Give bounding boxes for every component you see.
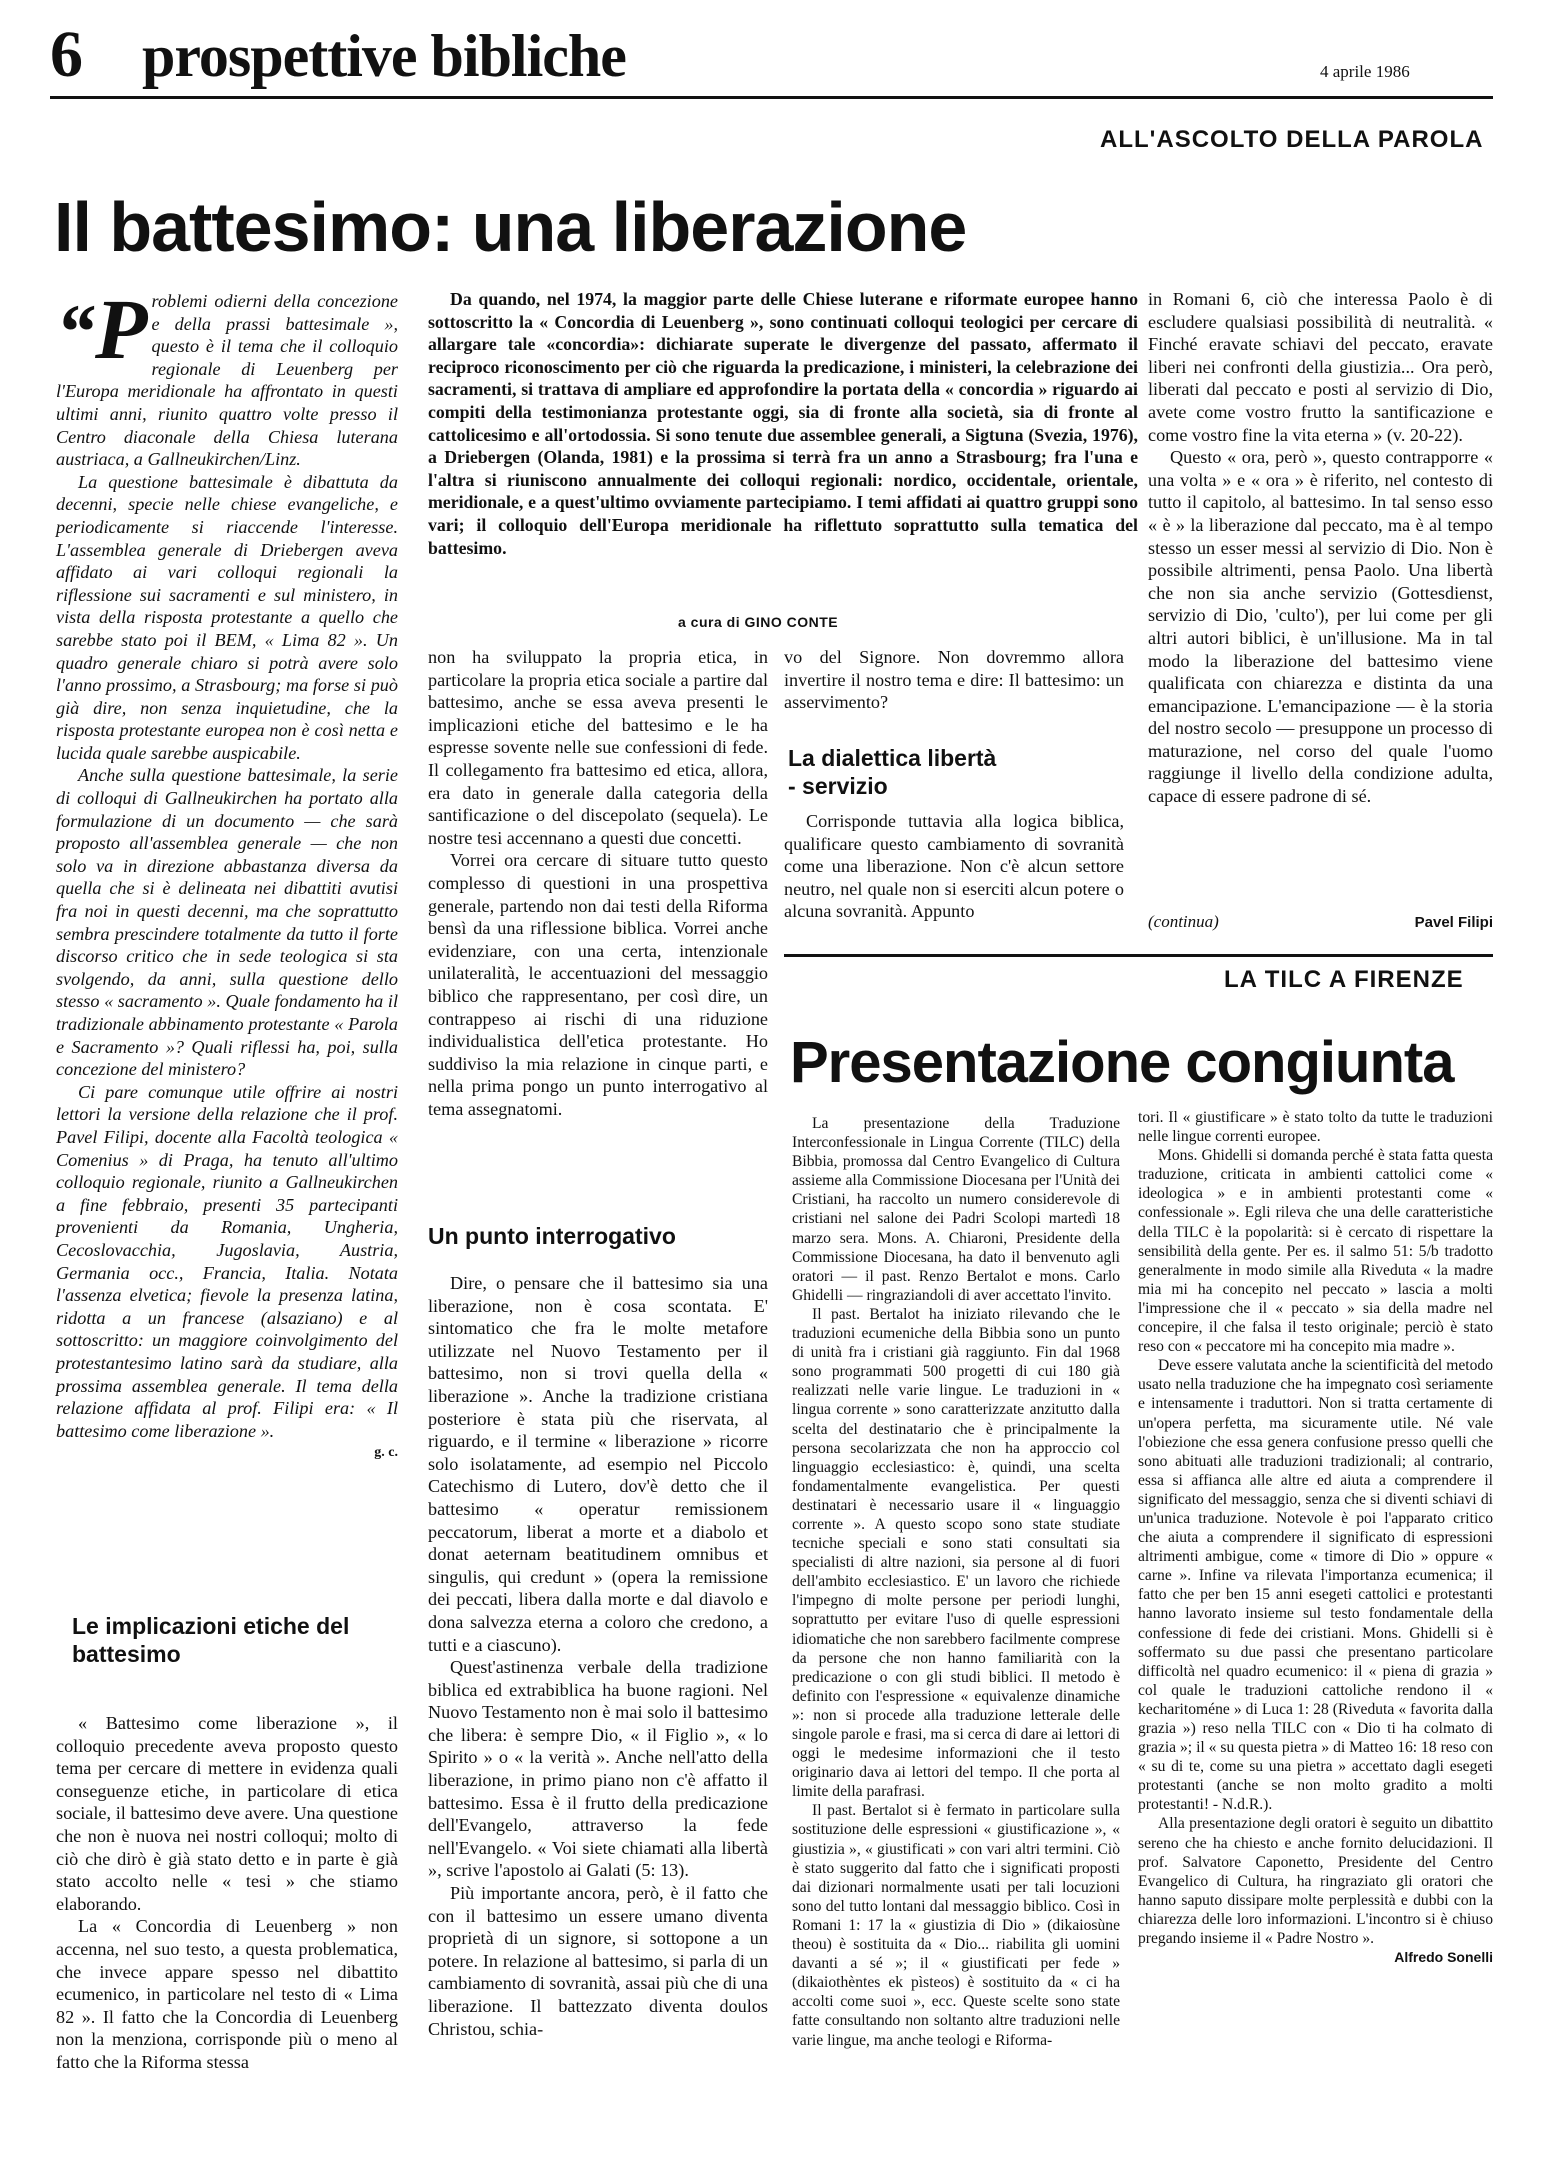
body-paragraph: « Battesimo come liberazione », il colloquio precedente aveva proposto questo tema per cercare di mettere in evidenza quali conseguenze etiche, in particolare di etica sociale, il battesimo deve avere. Una questione che non è nuova nei nostri colloqui; molto di ciò che dirò è già stato detto e in parte è già stato accolto nelle « tesi » che stiamo elaborando. [56, 1713, 398, 1914]
body-paragraph: Vorrei ora cercare di situare tutto questo complesso di questioni in una prospettiva generale, partendo non dai testi della Riforma bensì da una riflessione biblica. Vorrei anche evidenziare, con una certa, intenzionale unilateralità, le accentuazioni del messaggio biblico che rappresentano, per così dire, un contrappeso ai rischi di una riduzione individualistica dell'etica protestante. Ho suddiviso la mia relazione in cinque parti, e nella prima pongo un punto interrogativo al tema assegnatomi. [428, 850, 768, 1119]
article-end-line [1148, 912, 1493, 936]
article-kicker: ALL'ASCOLTO DELLA PAROLA [1100, 126, 1484, 153]
article2-column-2 [1138, 1108, 1493, 1967]
section-dialettica-body [784, 810, 1124, 923]
article-headline: Il battesimo: una liberazione [54, 188, 967, 266]
body-paragraph: Questo « ora, però », questo contrapporre « una volta » e « ora » è riferito, nel contesto di tutto il capitolo, al battesimo. In tal senso esso « è » la liberazione dal peccato, ma è al tempo stesso un esser messi al servizio di Dio. Non è possibile altrimenti, pensa Paolo. Una libertà che non sia anche servizio (Gottesdienst, servizio di Dio, 'culto'), per lui come per gli altri autori biblici, è un'illusione. Ma in tal modo la liberazione del battesimo viene qualificata con chiarezza e distinta da una emancipazione. L'emancipazione — è la storia del nostro secolo — presuppone un processo di maturazione, nel corso del quale l'uomo raggiunge il livello della condizione adulta, capace di essere padrone di sé. [1148, 447, 1493, 807]
section-title-punto-interrogativo: Un punto interrogativo [428, 1223, 676, 1249]
body-paragraph: Mons. Ghidelli si domanda perché è stata fatta questa traduzione, criticata in ambienti cattolici come « ideologica » e in ambienti protestanti come « confessionale ». Egli rileva che una delle caratteristiche della TILC è la popolarità: si è cercato di rispettare la sensibilità della gente. Per es. il salmo 51: 5/b tradotto generalmente in modo simile alla Riveduta « la madre mia mi ha concepito nel peccato » lascia a molti l'impressione che il « peccato » sia della madre nel concepire, il che falsa il testo originale; perciò è stato reso con « peccatore mi ha concepito mia madre ». [1138, 1147, 1493, 1356]
body-paragraph: La « Concordia di Leuenberg » non accenna, nel suo testo, a questa problematica, che invece appare spesso nel dibattito ecumenico, in particolare nel testo di « Lima 82 ». Il fatto che la Concordia di Leuenberg non la menziona, corrisponde più o meno al fatto che la Riforma stessa [56, 1916, 398, 2072]
intro-signature: g. c. [374, 1445, 398, 1461]
body-paragraph: Più importante ancora, però, è il fatto che con il battesimo un essere umano diventa proprietà di un signore, si sottopone a un potere. In relazione al battesimo, si parla di un cambiamento di sovranità, assai più che di una liberazione. Il battezzato diventa doulos Christou, schia- [428, 1883, 768, 2039]
article-separator [784, 954, 1493, 957]
body-paragraph: Il past. Bertalot si è fermato in particolare sulla sostituzione delle espressioni « giustificazione », « giustizia », « giustificati » con vari altri termini. Ciò è stato suggerito dal fatto che i significati proposti dai dizionari normalmente usati per tali locuzioni sono del tutto lontani dal messaggio biblico. Così in Romani 1: 17 la « giustizia di Dio » (dikaiosùne theou) è sostituita da « Dio... riabilita gli uomini davanti a sé »; il « giustificati per fede » (dikaiothèntes ek pìsteos) è sostituito da « ci ha accolti come suoi », ecc. Queste scelte sono state fatte consultando non soltanto altre traduzioni nelle varie lingue, ma anche teologi e Riforma- [792, 1802, 1120, 2049]
body-paragraph: non ha sviluppato la propria etica, in particolare la propria etica sociale a partire dal battesimo, anche se essa aveva presenti le implicazioni etiche del battesimo e le ha espresse sovente nelle sue confessioni di fede. Il collegamento fra battesimo ed etica, allora, era dato in generale dalla categoria della santificazione o del discepolato (sequela). Le nostre tesi accennano a questi due concetti. [428, 647, 768, 848]
continua-label: (continua) [1148, 912, 1219, 931]
lead-paragraph: Da quando, nel 1974, la maggior parte delle Chiese luterane e riformate europee hanno sottoscritto la « Concordia di Leuenberg », sono continuati colloqui teologici per cercare di allargare tale «concordia»: dichiarate superate le divergenze del passato, affermato il reciproco riconoscimento per ciò che riguarda la predicazione, i ministeri, la celebrazione dei sacramenti, si trattava di ampliare ed approfondire la portata della « concordia » riguardo ai compiti della testimonianza protestante oggi, sia di fronte alla società, sia di fronte al cattolicesimo e all'ortodossia. Si sono tenute due assemblee generali, a Sigtuna (Svezia, 1976), a Driebergen (Olanda, 1981) e la prossima si terrà fra un anno a Strasbourg; fra l'una e l'altra si riuniscono annualmente dei colloqui regionali: nordico, occidentale, orientale, meridionale, e a quest'ultimo ovviamente partecipiamo. I temi affidati ai quattro gruppi sono vari; il colloquio dell'Europa meridionale ha riflettuto soprattutto sulla tematica del battesimo. [428, 289, 1138, 558]
body-paragraph: Quest'astinenza verbale della tradizione biblica ed extrabiblica ha buone ragioni. Nel Nuovo Testamento non è mai solo il battesimo che libera: è sempre Dio, « il Figlio », « lo Spirito » o « la verità ». Anche nell'atto della liberazione, in primo piano non c'è affatto il battesimo. Essa è il frutto della predicazione dell'Evangelo, attraverso la fede nell'Evangelo. « Voi siete chiamati alla libertà », scrive l'apostolo ai Galati (5: 13). [428, 1657, 768, 1881]
article-byline: a cura di GINO CONTE [678, 614, 839, 630]
article-column-4 [1148, 288, 1493, 808]
body-paragraph: vo del Signore. Non dovremmo allora invertire il nostro tema e dire: Il battesimo: un asservimento? [784, 647, 1124, 713]
intro-paragraph: La questione battesimale è dibattuta da decenni, specie nelle chiese evangeliche, e periodicamente si riaccende l'interesse. L'assemblea generale di Driebergen aveva affidato ai vari colloqui regionali la riflessione sui sacramenti e sul ministero, in vista della risposta protestante a quello che sarebbe stato poi il BEM, « Lima 82 ». Un quadro generale chiaro si potrà avere solo l'anno prossimo, a Strasbourg; ma forse si può già dire, non senza inquietudine, che la risposta protestante europea non è così netta e lucida quale sarebbe auspicabile. [56, 471, 398, 763]
section-punto-interrogativo-body [428, 1272, 768, 2040]
intro-paragraph: Anche sulla questione battesimale, la serie di colloqui di Gallneukirchen ha portato alla formulazione di un documento — che sarà proposto all'assemblea generale — che non solo va in direzione abbastanza diversa da quella che si è delineata nei dibattiti avutisi fra noi in questi decenni, ma che soprattutto sembra prescindere totalmente da tutto il forte discorso critico che in sede teologica si sta svolgendo, da anni, sulla questione dello stesso « sacramento ». Quale fondamento ha il tradizionale abbinamento protestante « Parola e Sacramento »? Quali riflessi ha, poi, sulla concezione del ministero? [56, 765, 398, 1080]
article-column-2 [428, 646, 768, 1120]
body-paragraph: Deve essere valutata anche la scientificità del metodo usato nella traduzione che ha impegnato così seriamente e intensamente i traduttori. Non si tratta certamente di un'opera perfetta, ma sicuramente utile. Né vale l'obiezione che essa genera confusione presso quelli che sono abituati alle traduzioni tradizionali; al contrario, essa si affianca alle altre ed aiuta a comprendere il significato del messaggio, senza che si diventi schiavi di un'unica traduzione. Notevole è poi l'apparato critico che aiuta a comprendere il significato di espressioni altrimenti ambigue, come « timore di Dio » oppure « carne ». Infine va rilevata l'importanza ecumenica; il fatto che per ben 15 anni esegeti cattolici e protestanti hanno lavorato insieme sul testo fondamentale della confessione di fede dei cristiani. Mons. Ghidelli si è soffermato su due passi che presentano particolare difficoltà nel quadro ecumenico: il « piena di grazia » col quale le traduzioni cattoliche rendono il « kecharitoméne » di Luca 1: 28 (Riveduta « favorita dalla grazia ») reso nella TILC con « Dio ti ha colmato di grazia »; il « su questa pietra » di Matteo 16: 18 reso con « su di te, come su una pietra » accettato dagli esegeti protestanti (anche se non molto gradito a molti protestanti! - N.d.R.). [1138, 1357, 1493, 1814]
intro-quote-mark: “ [56, 288, 95, 375]
article2-kicker: LA TILC A FIRENZE [1224, 966, 1464, 993]
intro-column [56, 281, 398, 1465]
body-paragraph: Il past. Bertalot ha iniziato rilevando che le traduzioni ecumeniche della Bibbia sono un punto di unità fra i cristiani già raggiunto. Fin dal 1968 sono programmati 500 progetti di cui 180 già realizzati nelle varie lingue. Le traduzioni in « lingua corrente » sono caratterizzate anzitutto dalla scelta del destinatario che è principalmente la persona secolarizzata che non ha approccio col linguaggio ecclesiastico: è, quindi, una scelta fondamentalmente evangelistica. Per questi destinatari è necessario usare il « linguaggio corrente ». A questo scopo sono state studiate tecniche speciali e sono stati consultati sia specialisti di altre nazioni, sia persone al di fuori dell'ambito ecclesiastico. E' un lavoro che richiede l'impegno di molte persone per periodi lunghi, soprattutto per evitare l'uso di quelle espressioni idiomatiche che non sarebbero facilmente comprese da persone che non hanno familiarità con la predicazione o con gli studi biblici. Il metodo è definito con l'espressione « equivalenze dinamiche »: non si procede alla traduzione letterale delle singole parole e frasi, ma si cerca di dare ai lettori di oggi le medesime informazioni che il testo originario dava ai lettori del tempo. Il che porta al limite della parafrasi. [792, 1305, 1120, 1801]
article2-headline: Presentazione congiunta [790, 1030, 1454, 1095]
intro-paragraph: Ci pare comunque utile offrire ai nostri lettori la versione della relazione che il prof. Pavel Filipi, docente alla Facoltà teologica « Comenius » di Praga, ha tenuto all'ultimo colloquio regionale, riunito a Gallneukirchen a fine febbraio, presenti 35 partecipanti provenienti da Romania, Ungheria, Cecoslovacchia, Jugoslavia, Austria, Germania occ., Francia, Italia. Notata l'assenza elvetica; fievole la presenza latina, ridotta a un francese (alsaziano) e al sottoscritto: un maggiore coinvolgimento del protestantesimo latino sarà da studiare, alla prossima assemblea generale. Il tema della relazione affidata al prof. Filipi era: « Il battesimo come liberazione ». [56, 1081, 398, 1441]
article-lead [428, 288, 1138, 559]
issue-date: 4 aprile 1986 [1320, 62, 1410, 81]
article2-column-1 [792, 1114, 1120, 2050]
body-paragraph: Dire, o pensare che il battesimo sia una liberazione, non è cosa scontata. E' sintomatico che fra le molte metafore utilizzate nel Nuovo Testamento per il battesimo, non si trovi quella della « liberazione ». Anche la tradizione cristiana posteriore è stata più che riservata, al riguardo, e il termine « liberazione » ricorre solo isolatamente, ad esempio nel Piccolo Catechismo di Lutero, dov'è detto che il battesimo « operatur remissionem peccatorum, liberat a morte et a diabolo et donat aeternam beatitudinem omnibus et singulis, qui credunt » (opera la remissione dei peccati, libera dalla morte e dal diavolo e dona salvezza eterna a coloro che credono, a tutti e a ciascuno). [428, 1273, 768, 1655]
body-paragraph: in Romani 6, ciò che interessa Paolo è di escludere qualsiasi possibilità di neutralità. « Finché eravate schiavi del peccato, eravate liberi nei confronti della giustizia... Ora però, liberati dal peccato e posti al servizio di Dio, avete come vostro frutto la santificazione e come vostro fine la vita eterna » (v. 20-22). [1148, 289, 1493, 445]
masthead-rule [50, 96, 1493, 99]
body-paragraph: Alla presentazione degli oratori è seguito un dibattito sereno che ha chiesto e anche fornito delucidazioni. Il prof. Salvatore Caponetto, Presidente del Centro Evangelico di Cultura, ha ringraziato gli oratori che hanno saputo dissipare molte perplessità e dubbi con la chiarezza delle loro informazioni. L'incontro si è chiuso pregando insieme il « Padre Nostro ». [1138, 1815, 1493, 1948]
page-number: 6 [50, 18, 83, 91]
intro-first-paragraph: roblemi odierni della concezione e della prassi battesimale », questo è il tema che il colloquio regionale di Leuenberg per l'Europa meridionale ha affrontato in questi ultimi anni, riunito quattro volte presso il Centro diaconale della Chiesa luterana austriaca, a Gallneukirchen/Linz. [56, 291, 398, 470]
newspaper-section-title: prospettive bibliche [142, 23, 626, 89]
body-paragraph: La presentazione della Traduzione Interconfessionale in Lingua Corrente (TILC) della Bibbia, promossa dal Centro Evangelico di Cultura assieme alla Commissione Diocesana per l'Unità dei Cristiani, ha raccolto un numero considerevole di cristiani nel salone dei Padri Scolopi martedì 18 marzo sera. Mons. A. Chiaroni, Presidente della Commissione Diocesana, ha dato il benvenuto agli oratori — il past. Renzo Bertalot e mons. Carlo Ghidelli — ringraziandoli di aver accettato l'invito. [792, 1115, 1120, 1304]
section-implicazioni-body [56, 1712, 398, 2074]
section-title-dialettica: La dialettica libertà - servizio [788, 745, 997, 799]
article2-author: Alfredo Sonelli [1394, 1949, 1493, 1966]
body-paragraph: Corrisponde tuttavia alla logica biblica, qualificare questo cambiamento di sovranità come una liberazione. Non c'è alcun settore neutro, nel quale non si eserciti alcun potere o alcuna sovranità. Appunto [784, 811, 1124, 922]
intro-dropcap: P [95, 281, 148, 377]
article-column-3 [784, 646, 1124, 714]
article-author: Pavel Filipi [1414, 914, 1493, 931]
body-paragraph: tori. Il « giustificare » è stato tolto da tutte le traduzioni nelle lingue correnti europee. [1138, 1109, 1493, 1146]
section-title-implicazioni: Le implicazioni etiche del battesimo [72, 1613, 350, 1667]
